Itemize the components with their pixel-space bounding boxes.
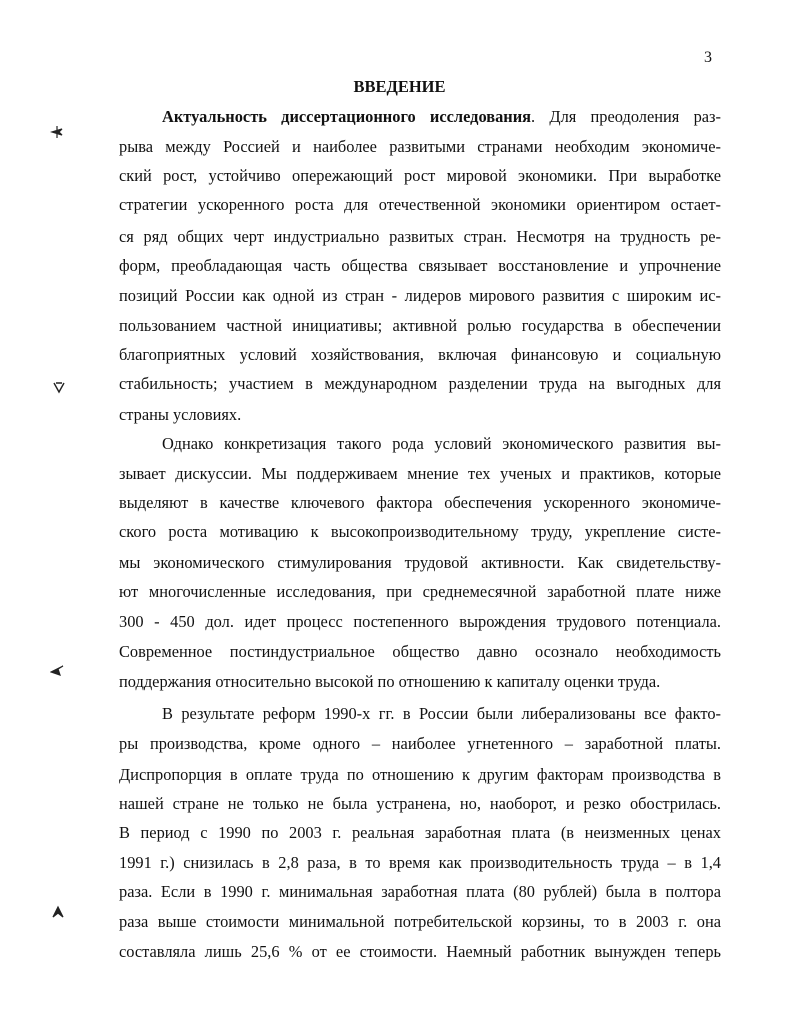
text-line: ский рост, устойчиво опережающий рост мировой экономики. При выработке xyxy=(119,166,721,185)
text-line: поддержания относительно высокой по отношению к капиталу оценки труда. xyxy=(119,672,661,691)
text-line: 300 - 450 дол. идет процесс постепенного вырождения трудового потенциала. xyxy=(119,612,721,631)
text-line: благоприятных условий хозяйствования, включая финансовую и социальную xyxy=(119,345,721,364)
text-line: мы экономического стимулирования трудовой активности. Как свидетельству- xyxy=(119,553,721,572)
scan-mark-icon xyxy=(51,905,65,919)
text-line: 1991 г.) снизилась в 2,8 раза, в то время как производительность труда – в 1,4 xyxy=(119,853,721,872)
text-line: ся ряд общих черт индустриально развитых стран. Несмотря на трудность ре- xyxy=(119,227,721,246)
text-line: Диспропорция в оплате труда по отношению к другим факторам производства в xyxy=(119,765,721,784)
text-line: раза. Если в 1990 г. минимальная заработная плата (80 рублей) была в полтора xyxy=(119,882,721,901)
text-line: пользованием частной инициативы; активной ролью государства в обеспечении xyxy=(119,316,721,335)
text-line: зывает дискуссии. Мы поддерживаем мнение тех ученых и практиков, которые xyxy=(119,464,721,483)
text-line: страны условиях. xyxy=(119,405,242,424)
text-line: выделяют в качестве ключевого фактора обеспечения ускоренного экономиче- xyxy=(119,493,721,512)
lead-rest: . Для преодоления раз- xyxy=(531,107,721,126)
scan-mark-icon xyxy=(50,125,64,139)
text-line: рыва между Россией и наиболее развитыми странами необходим экономиче- xyxy=(119,137,721,156)
text-line: стабильность; участием в международном разделении труда на выгодных для xyxy=(119,374,721,393)
text-line: форм, преобладающая часть общества связывает восстановление и упрочнение xyxy=(119,256,721,275)
text-line: ют многочисленные исследования, при среднемесячной заработной плате ниже xyxy=(119,582,721,601)
text-line: ры производства, кроме одного – наиболее угнетенного – заработной платы. xyxy=(119,734,721,753)
paragraph-1-line-1 xyxy=(162,102,721,132)
scan-mark-icon xyxy=(52,380,66,394)
text-line: В результате реформ 1990-х гг. в России были либерализованы все факто- xyxy=(162,704,721,723)
text-line: Современное постиндустриальное общество давно осознало необходимость xyxy=(119,642,721,661)
scan-mark-icon xyxy=(50,662,64,676)
text-line: позиций России как одной из стран - лидеров мирового развития с широким ис- xyxy=(119,286,721,305)
text-line: ского роста мотивацию к высокопроизводительному труду, укрепление систе- xyxy=(119,522,721,541)
text-line: составляла лишь 25,6 % от ее стоимости. Наемный работник вынужден теперь xyxy=(119,942,721,961)
text-line: нашей стране не только не была устранена, но, наоборот, и резко обострилась. xyxy=(119,794,721,813)
text-line: Однако конкретизация такого рода условий экономического развития вы- xyxy=(162,434,721,453)
page-number: 3 xyxy=(704,49,712,66)
lead-bold-phrase: Актуальность диссертационного исследования xyxy=(162,107,532,126)
text-line: раза выше стоимости минимальной потребительской корзины, то в 2003 г. она xyxy=(119,912,721,931)
page-heading: ВВЕДЕНИЕ xyxy=(353,77,446,96)
text-line: В период с 1990 по 2003 г. реальная заработная плата (в неизменных ценах xyxy=(119,823,721,842)
text-line: стратегии ускоренного роста для отечественной экономики ориентиром остает- xyxy=(119,195,721,214)
